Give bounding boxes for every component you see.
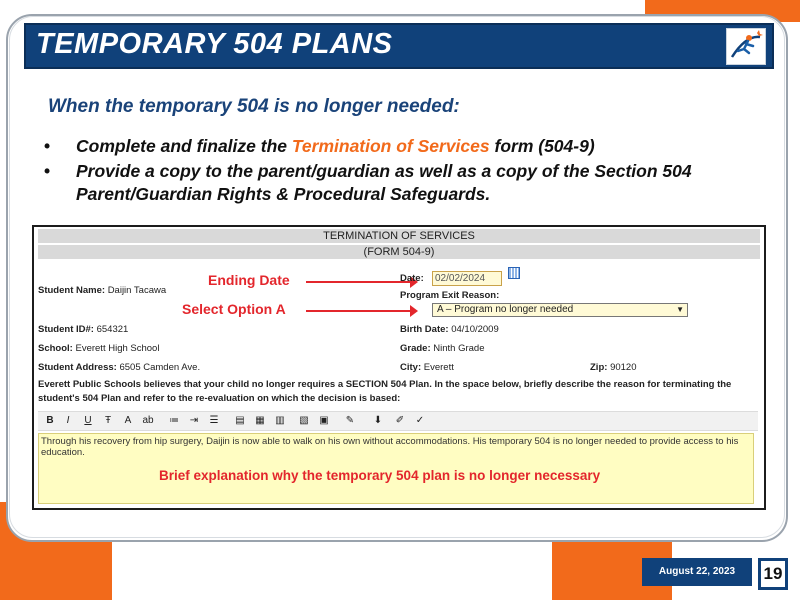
subheading: When the temporary 504 is no longer needed: [48,96,460,117]
bullet-dot: • [44,161,51,181]
zip-label: Zip: [590,362,608,373]
school-label: School: [38,343,73,354]
bullet-item [42,160,762,206]
chevron-down-icon: ▼ [676,305,684,314]
page-number: 19 [758,558,788,590]
birth-date-row [400,324,499,335]
toolbar-clear-format-icon[interactable]: ✎ [345,415,355,426]
address-value: 6505 Camden Ave. [119,362,201,373]
city-row [400,362,454,373]
explanation-textarea[interactable] [38,433,754,504]
form-instructions: Everett Public Schools believes that your child no longer requires a SECTION 504 Plan. In the space below, briefly describe the reason for terminating the student's 504 Plan and refer to the re-evaluation on which the decision is based: [38,379,732,404]
toolbar-table-insert-icon[interactable]: ▦ [255,415,265,426]
student-id-value: 654321 [96,324,129,335]
footer-date: August 22, 2023 [642,558,752,586]
address-row [38,362,200,373]
select-option-arrow [306,310,416,312]
zip-value: 90120 [610,362,637,373]
toolbar-check-icon[interactable]: ✓ [415,415,425,426]
grade-row [400,343,485,354]
toolbar-spellcheck-icon[interactable]: ✐ [395,415,405,426]
toolbar-format-dropdown-icon[interactable]: ⬇ [373,415,383,426]
brief-explanation-annotation: Brief explanation why the temporary 504 plan is no longer necessary [159,468,601,483]
explanation-text: Through his recovery from hip surgery, Daijin is now able to walk on his own without accommodations. His temporary 504 is no longer needed to provide access to his education. [41,436,739,458]
toolbar-indent-increase-icon[interactable]: ⇥ [189,415,199,426]
ending-date-annotation: Ending Date [208,272,290,288]
toolbar-table-icon[interactable]: ▤ [235,415,245,426]
toolbar-list-icon[interactable]: ☰ [209,415,219,426]
exit-reason-select[interactable] [432,303,688,317]
toolbar-columns-icon[interactable]: ▥ [275,415,285,426]
bullet-list [42,135,762,208]
city-value: Everett [423,362,454,373]
grade-label: Grade: [400,343,431,354]
form-header: TERMINATION OF SERVICES [38,229,760,243]
toolbar-indent-decrease-icon[interactable]: ≔ [169,415,179,426]
toolbar-media-icon[interactable]: ▣ [319,415,329,426]
city-label: City: [400,362,422,373]
toolbar-image-icon[interactable]: ▧ [299,415,309,426]
birth-date-label: Birth Date: [400,324,449,335]
bullet1-post: form (504-9) [489,136,595,156]
birth-date-value: 04/10/2009 [451,324,499,335]
toolbar-strikethrough-icon[interactable]: Ŧ [104,415,112,426]
toolbar-bold-icon[interactable]: B [46,415,54,426]
exit-reason-label: Program Exit Reason: [400,290,500,301]
student-name-value: Daijin Tacawa [107,285,167,296]
student-id-row [38,324,128,335]
exit-reason-value: A – Program no longer needed [437,304,574,315]
bullet-item [42,135,762,158]
rich-text-toolbar [38,411,758,431]
address-label: Student Address: [38,362,117,373]
bullet-dot: • [44,136,51,156]
grade-value: Ninth Grade [433,343,485,354]
termination-of-services-highlight: Termination of Services [291,136,490,156]
student-name-label: Student Name: [38,285,106,296]
zip-row [590,362,636,373]
toolbar-highlight-icon[interactable]: ab [142,415,154,426]
bullet1-pre: Complete and finalize the [76,136,292,156]
runner-logo-icon [726,28,766,65]
toolbar-font-color-icon[interactable]: A [124,415,132,426]
school-value: Everett High School [75,343,160,354]
slide-title: TEMPORARY 504 PLANS [36,28,393,60]
student-name-row [38,285,166,296]
select-option-annotation: Select Option A [182,301,286,317]
bullet2-text: Provide a copy to the parent/guardian as well as a copy of the Section 504 Parent/Guardian Rights & Procedural Safeguards. [76,161,692,204]
date-label: Date: [400,273,424,284]
calendar-icon[interactable] [508,267,520,279]
date-input[interactable]: 02/02/2024 [432,271,502,286]
student-id-label: Student ID#: [38,324,94,335]
termination-form-screenshot [32,225,766,510]
form-subheader: (FORM 504-9) [38,245,760,259]
toolbar-underline-icon[interactable]: U [84,415,92,426]
school-row [38,343,159,354]
toolbar-italic-icon[interactable]: I [66,415,70,426]
